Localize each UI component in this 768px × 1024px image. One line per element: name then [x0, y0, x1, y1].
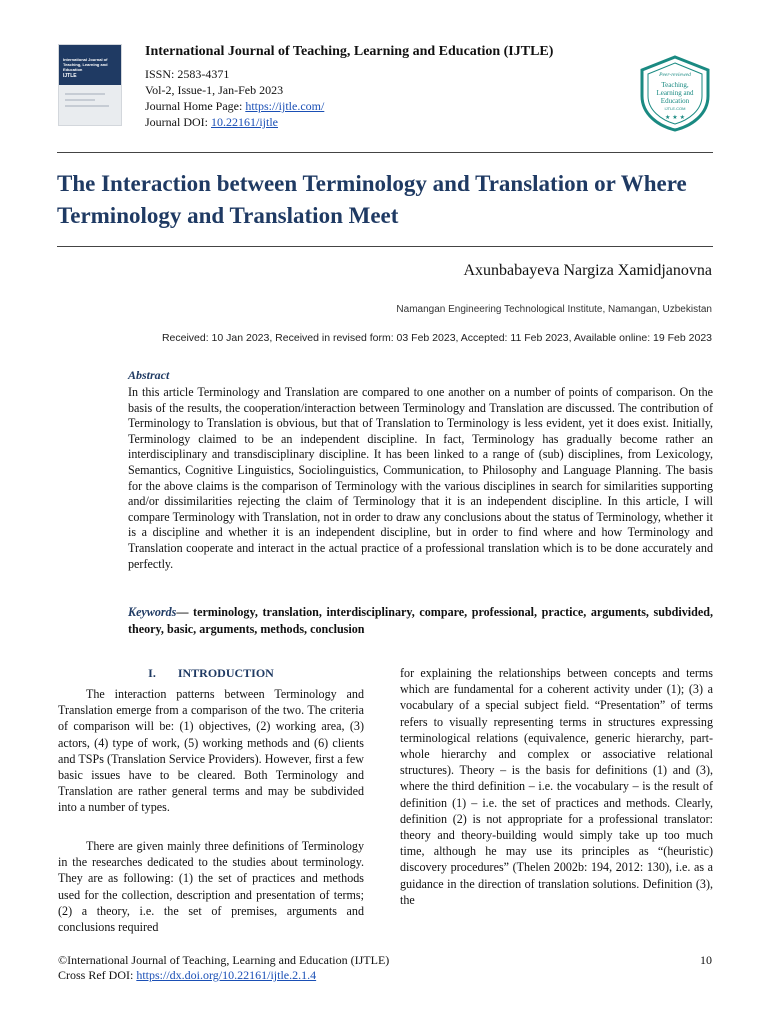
journal-cover-thumbnail [58, 44, 122, 126]
cover-line [65, 93, 105, 95]
badge-line1: Teaching, [661, 81, 689, 89]
journal-name: International Journal of Teaching, Learning and Education (IJTLE) [145, 44, 554, 59]
footer-crossref [58, 968, 714, 983]
abstract-text: In this article Terminology and Translation are compared to one another on a number of points of comparison. On the basis of the results, the cooperation/interaction between Terminology and Translation are discussed. The contribution of Terminology to Translation is obvious, but that of Translation to Terminology is less evident, yet it does exist. Initially, Terminology claimed to be an independent discipline. In fact, Terminology has gradually become rather an interdisciplinary and transdisciplinary discipline. It has been linked to a range of (sub) disciplines, from Lexicology, Semantics, Cognitive Linguistics, Sociolinguistics, Communication, to Philosophy and Language Planning. The basis for the above claims is the comparison of Terminology with the various disciplines in search for similarities supporting and/or dissimilarities rejecting the claim of Terminology that it is an independent discipline. In this article, I will compare Terminology with Translation, not in order to draw any conclusions about the status of Terminology, whether it is a discipline and whether it is an independent discipline, but in order to find where and how Terminology and Translation cooperate and interact in the actual practice of a professional translation which is to be done accurately and perfectly. [128, 385, 713, 571]
section-number: I. [148, 666, 156, 680]
article-title: The Interaction between Terminology and Translation or Where Terminology and Translation Meet [57, 171, 687, 228]
cover-abbr: IJTLE [63, 73, 77, 79]
peer-reviewed-badge [636, 54, 714, 132]
badge-bottom-text: IJTLE.COM [664, 106, 686, 111]
section-title: INTRODUCTION [177, 666, 274, 680]
keywords-block [128, 604, 713, 638]
crossref-link[interactable]: https://dx.doi.org/10.22161/ijtle.2.1.4 [136, 968, 317, 982]
page-number: 10 [700, 953, 712, 967]
doi-line [145, 115, 278, 130]
badge-stars-icon: ★ ★ ★ [665, 114, 685, 121]
intro-paragraph-2: There are given mainly three definitions of Terminology in the researches dedicated to the studies about terminology. They are as following: (1) the set of practices and methods used for the collection, description and presentation of terms; (2) a theory, i.e. the set of premises, arguments and conclusions required [58, 839, 364, 935]
intro-paragraph-1: The interaction patterns between Terminology and Translation emerge from a comparison of the two. The criteria of comparison will be: (1) objectives, (2) working area, (3) actors, (4) type of work, (5) working methods and (6) clients and TSPs (Translation Service Providers). However, first a few basic issues have to be cleared. Both Terminology and Translation are rather general terms and may be subdivided into a number of types. [58, 687, 364, 815]
issn: ISSN: 2583-4371 [145, 67, 230, 81]
volume-issue: Vol-2, Issue-1, Jan-Feb 2023 [145, 83, 284, 97]
doi-label: Journal DOI: [145, 115, 211, 129]
badge-line2: Learning and [656, 89, 694, 97]
keywords-label: Keywords [128, 605, 177, 619]
section-heading [58, 666, 364, 681]
badge-line3: Education [660, 97, 690, 105]
author-name: Axunbabayeva Nargiza Xamidjanovna [463, 262, 712, 279]
intro-paragraph-3: for explaining the relationships between concepts and terms which are fundamental for a coherent activity under (1); (3) a vocabulary of a special subject field. “Presentation” of terms refers to visually representing terms in structures expressing terminological relations (equivalence, generic hierarchy, part-whole hierarchy and complex or associative relational structures). Theory – is the basis for definitions (1) and (3), where the third definition – i.e. the vocabulary – is the result of definition (1) – i.e. the set of practices and methods. Clearly, definition (2) is not appropriate for a professional translator: theory and theory-building would simply take up too much time, although he may use its principles as “(heuristic) discovery procedures” (Thelen 2002b: 194, 2012: 130), i.e. as a guidance in the direction of translation solutions. Definition (3), the [400, 666, 713, 907]
author-affiliation: Namangan Engineering Technological Institute, Namangan, Uzbekistan [396, 304, 712, 315]
homepage-line [145, 99, 324, 114]
homepage-link[interactable]: https://ijtle.com/ [245, 99, 325, 113]
title-divider [57, 246, 713, 247]
crossref-label: Cross Ref DOI: [58, 968, 137, 982]
doi-link[interactable]: 10.22161/ijtle [211, 115, 278, 129]
header-divider [57, 152, 713, 153]
page-footer [58, 953, 714, 983]
abstract-heading: Abstract [128, 368, 170, 382]
homepage-label: Journal Home Page: [145, 99, 246, 113]
publication-dates: Received: 10 Jan 2023, Received in revised form: 03 Feb 2023, Accepted: 11 Feb 2023, Available online: 19 Feb 2023 [161, 332, 712, 344]
keywords-dash: — [176, 605, 194, 619]
cover-title: International Journal of Teaching, Learning and Education [63, 57, 108, 72]
keywords-list: terminology, translation, interdisciplinary, compare, professional, practice, arguments, subdivided, theory, basic, arguments, methods, conclusion [128, 605, 714, 636]
badge-top-text: Peer-reviewed [659, 72, 691, 78]
footer-copyright: ©International Journal of Teaching, Learning and Education (IJTLE) [58, 953, 390, 967]
cover-line [65, 105, 109, 107]
cover-line [65, 99, 95, 101]
